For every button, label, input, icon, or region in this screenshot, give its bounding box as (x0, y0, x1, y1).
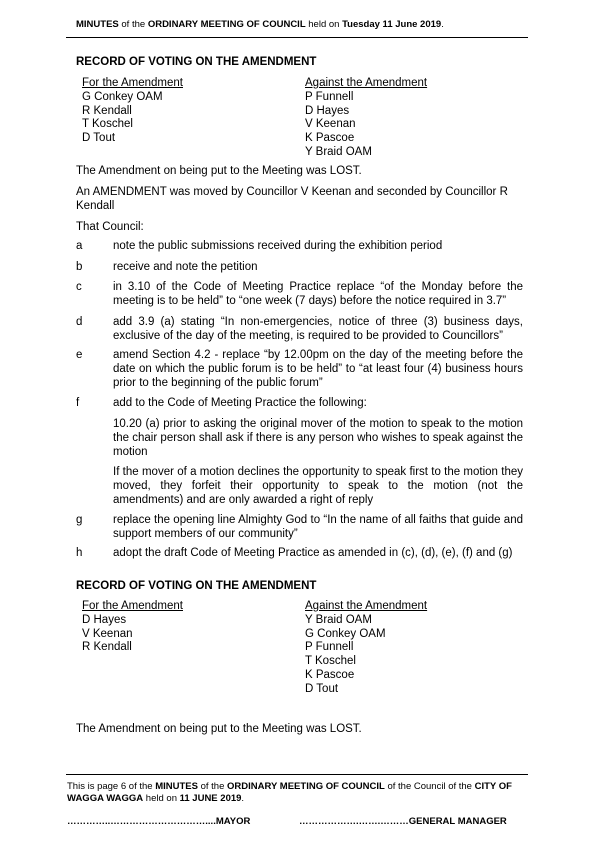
for-amendment-title-1: For the Amendment (82, 77, 183, 89)
header-minutes: MINUTES (76, 19, 119, 30)
against-amendment-title-2: Against the Amendment (305, 600, 428, 612)
item-letter: d (76, 316, 83, 328)
item-f-subparagraph: 10.20 (a) prior to asking the original mover of the motion to speak to the motion the chair person shall ask if there is any person who wishes to speak against the motion (113, 418, 523, 458)
item-text: add to the Code of Meeting Practice the following: (113, 397, 367, 409)
against-amendment-title-1: Against the Amendment (305, 77, 428, 89)
voter: G Conkey OAM (82, 90, 163, 103)
voter: K Pascoe (305, 132, 355, 145)
signature-line (67, 816, 527, 827)
that-council: That Council: (76, 221, 144, 233)
result-text-2: The Amendment on being put to the Meeting was LOST. (76, 723, 362, 735)
voter: T Koschel (305, 655, 356, 668)
footer-meeting: ORDINARY MEETING OF COUNCIL (227, 781, 385, 792)
voter: D Hayes (305, 104, 350, 117)
for-amendment-list-2 (82, 600, 183, 655)
item-letter: g (76, 514, 83, 526)
header-meeting: ORDINARY MEETING OF COUNCIL (147, 19, 306, 30)
voter: P Funnell (305, 641, 354, 654)
item-letter: e (76, 349, 83, 361)
voter: R Kendall (82, 104, 132, 117)
item-letter: a (76, 240, 83, 252)
footer-text-1: This is page 6 of the (67, 781, 156, 792)
voter: D Tout (305, 682, 339, 695)
footer-text-5: . (241, 793, 245, 804)
header-text-2: held on (305, 19, 343, 30)
amendment-intro: An AMENDMENT was moved by Councillor V Keenan and seconded by Councillor R Kendall (76, 186, 508, 212)
mayor-signature: …………..…………………………....MAYOR (67, 816, 251, 827)
item-text: add 3.9 (a) stating “In non-emergencies, notice of three (3) business days, exclusive of the day of the meeting, is required to be provided to Councillors” (113, 316, 523, 342)
voter: T Koschel (82, 118, 133, 131)
footer-text-2: of the (197, 781, 228, 792)
footer-text-3: of the Council of the (384, 781, 475, 792)
item-f-subparagraph: If the mover of a motion declines the opportunity to speak first to the motion they moved, they forfeit their opportunity to speak to the motion (not the amendments) and are only awarded a right of reply (113, 466, 523, 506)
footer-minutes: MINUTES (155, 781, 198, 792)
voter: V Keenan (82, 627, 133, 640)
voting-record-heading-1: RECORD OF VOTING ON THE AMENDMENT (76, 56, 317, 68)
voter: K Pascoe (305, 668, 355, 681)
result-text-1: The Amendment on being put to the Meeting was LOST. (76, 165, 362, 177)
item-letter: h (76, 547, 83, 559)
item-text: amend Section 4.2 - replace “by 12.00pm on the day of the meeting before the date on which the public forum is to be held” to “at least four (4) business hours prior to the beginning of the public forum” (113, 349, 523, 389)
footer-council-name: CITY OF WAGGA WAGGA (67, 781, 512, 804)
voter: D Tout (82, 132, 116, 145)
against-amendment-list-1 (305, 77, 427, 160)
for-amendment-title-2: For the Amendment (82, 600, 183, 612)
voter: Y Braid OAM (305, 613, 372, 626)
item-text: adopt the draft Code of Meeting Practice as amended in (c), (d), (e), (f) and (g) (113, 547, 513, 559)
header-text-3: . (441, 19, 444, 30)
item-text: receive and note the petition (113, 261, 258, 273)
header-date: Tuesday 11 June 2019 (342, 19, 442, 30)
item-letter: b (76, 261, 83, 273)
page-footer (67, 781, 527, 805)
item-text: note the public submissions received during the exhibition period (113, 240, 443, 252)
voter: D Hayes (82, 613, 127, 626)
voting-record-heading-2: RECORD OF VOTING ON THE AMENDMENT (76, 580, 317, 592)
footer-date: 11 JUNE 2019 (179, 793, 242, 804)
item-letter: c (76, 281, 82, 293)
voter: Y Braid OAM (305, 145, 372, 158)
header-text-1: of the (118, 19, 148, 30)
footer-text-4: held on (143, 793, 180, 804)
voter: P Funnell (305, 90, 354, 103)
voter: G Conkey OAM (305, 627, 386, 640)
item-text: in 3.10 of the Code of Meeting Practice replace “of the Monday before the meeting is to be held” to “one week (7 days) before the notice required in 3.7” (113, 281, 523, 307)
item-text: replace the opening line Almighty God to “In the name of all faiths that guide and support members of our community” (113, 514, 523, 540)
footer-divider (66, 774, 528, 775)
voter: R Kendall (82, 641, 132, 654)
page-header (76, 19, 444, 30)
for-amendment-list-1 (82, 77, 183, 146)
general-manager-signature: ……………….…….………GENERAL MANAGER (299, 816, 507, 827)
item-letter: f (76, 397, 80, 409)
header-divider (66, 37, 528, 38)
voter: V Keenan (305, 118, 356, 131)
against-amendment-list-2 (305, 600, 427, 697)
